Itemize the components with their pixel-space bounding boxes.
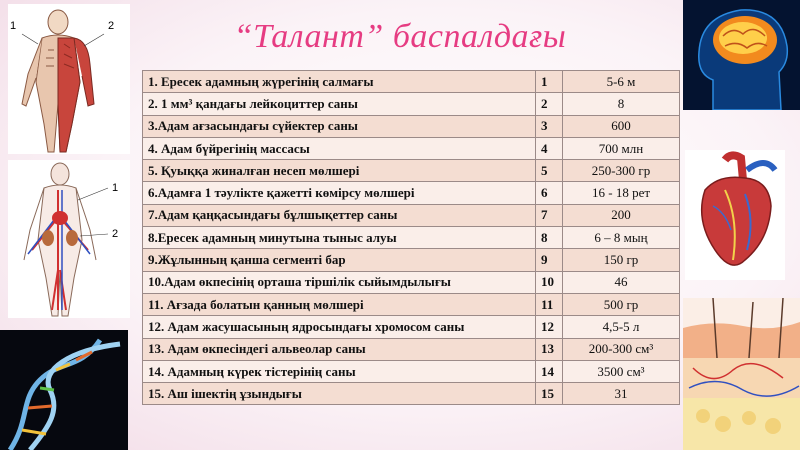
answer-cell: 150 гр: [563, 249, 680, 271]
number-cell: 4: [536, 137, 563, 159]
question-cell: 11. Ағзада болатын қанның мөлшері: [143, 293, 536, 315]
brain-image: [683, 0, 800, 110]
question-cell: 13. Адам өкпесіндегі альвеолар саны: [143, 338, 536, 360]
number-cell: 6: [536, 182, 563, 204]
answer-cell: 46: [563, 271, 680, 293]
table-row: [143, 383, 680, 405]
question-cell: 10.Адам өкпесінің орташа тіршілік сыйымдылығы: [143, 271, 536, 293]
quiz-table: [142, 70, 680, 405]
number-cell: 15: [536, 383, 563, 405]
anatomy-label-1: 1: [10, 20, 17, 32]
table-row: [143, 249, 680, 271]
table-row: [143, 338, 680, 360]
skin-image: [683, 298, 800, 450]
table-row: [143, 204, 680, 226]
answer-cell: 500 гр: [563, 293, 680, 315]
answer-cell: 8: [563, 93, 680, 115]
question-cell: 2. 1 мм³ қандағы лейкоциттер саны: [143, 93, 536, 115]
heart-image: [685, 150, 785, 280]
number-cell: 3: [536, 115, 563, 137]
question-cell: 15. Аш ішектің ұзындығы: [143, 383, 536, 405]
answer-cell: 3500 см³: [563, 360, 680, 382]
question-cell: 6.Адамға 1 тәулікте қажетті көмірсу мөлшері: [143, 182, 536, 204]
number-cell: 5: [536, 160, 563, 182]
answer-cell: 5-6 м: [563, 71, 680, 93]
table-row: [143, 316, 680, 338]
answer-cell: 700 млн: [563, 137, 680, 159]
page-title: “Талант” баспалдағы: [233, 18, 567, 55]
number-cell: 14: [536, 360, 563, 382]
answer-cell: 16 - 18 рет: [563, 182, 680, 204]
circulatory-label-2: 2: [112, 228, 119, 240]
question-cell: 14. Адамның күрек тістерінің саны: [143, 360, 536, 382]
answer-cell: 600: [563, 115, 680, 137]
table-row: [143, 227, 680, 249]
anatomy-label-2: 2: [108, 20, 115, 32]
table-row: [143, 293, 680, 315]
dna-image: [0, 330, 128, 450]
table-row: [143, 182, 680, 204]
table-row: [143, 115, 680, 137]
number-cell: 7: [536, 204, 563, 226]
number-cell: 9: [536, 249, 563, 271]
number-cell: 10: [536, 271, 563, 293]
circulatory-label-1: 1: [112, 182, 119, 194]
number-cell: 13: [536, 338, 563, 360]
table-row: [143, 360, 680, 382]
question-cell: 7.Адам қаңқасындағы бұлшықеттер саны: [143, 204, 536, 226]
number-cell: 11: [536, 293, 563, 315]
answer-cell: 200-300 см³: [563, 338, 680, 360]
answer-cell: 6 – 8 мың: [563, 227, 680, 249]
answer-cell: 250-300 гр: [563, 160, 680, 182]
circulatory-system-image: [8, 160, 130, 318]
question-cell: 8.Ересек адамның минутына тыныс алуы: [143, 227, 536, 249]
table-row: [143, 93, 680, 115]
answer-cell: 200: [563, 204, 680, 226]
number-cell: 12: [536, 316, 563, 338]
table-row: [143, 71, 680, 93]
question-cell: 5. Қуыққа жиналған несеп мөлшері: [143, 160, 536, 182]
question-cell: 3.Адам ағзасындағы сүйектер саны: [143, 115, 536, 137]
answer-cell: 31: [563, 383, 680, 405]
table-row: [143, 160, 680, 182]
table-row: [143, 137, 680, 159]
number-cell: 1: [536, 71, 563, 93]
number-cell: 8: [536, 227, 563, 249]
anatomy-muscles-image: [8, 4, 130, 154]
question-cell: 1. Ересек адамның жүрегінің салмағы: [143, 71, 536, 93]
question-cell: 9.Жұлынның қанша сегменті бар: [143, 249, 536, 271]
question-cell: 12. Адам жасушасының ядросындағы хромосом саны: [143, 316, 536, 338]
question-cell: 4. Адам бүйрегінің массасы: [143, 137, 536, 159]
number-cell: 2: [536, 93, 563, 115]
table-row: [143, 271, 680, 293]
answer-cell: 4,5-5 л: [563, 316, 680, 338]
